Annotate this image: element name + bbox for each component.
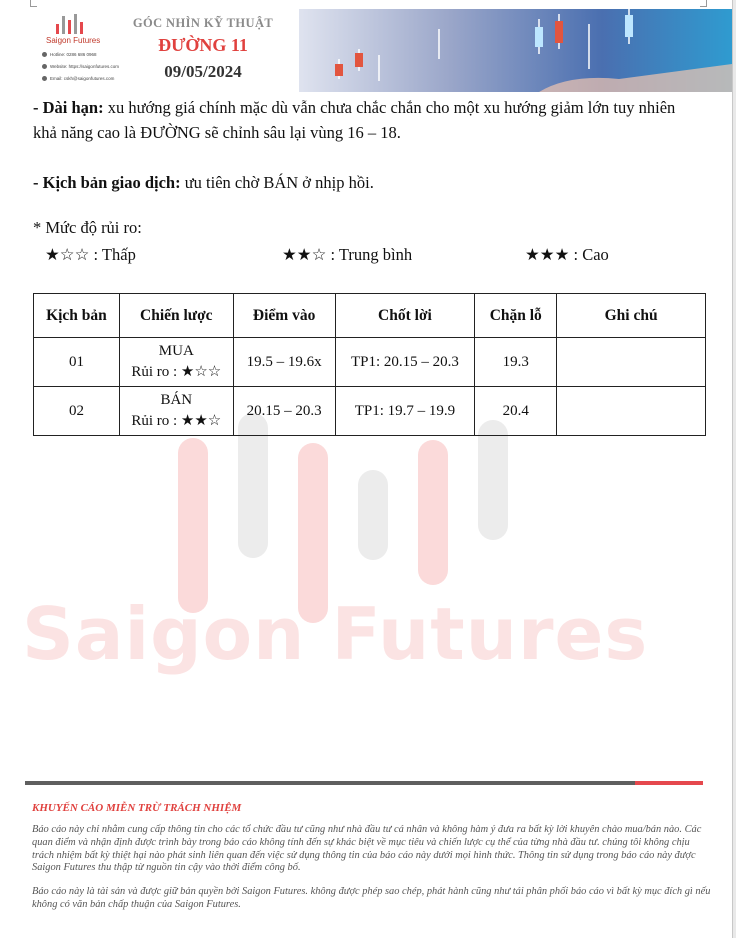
mail-icon bbox=[42, 76, 47, 81]
disclaimer-paragraph: Báo cáo này là tài sản và được giữ bản quyền bởi Saigon Futures. không được phép sao chép, phát hành cũng như tái phân phối báo cáo vì bất kỳ mục đích gì nếu không có văn bản chấp thuận của Saigon Futures. bbox=[32, 886, 711, 910]
strategy-risk: Rủi ro : ★☆☆ bbox=[131, 364, 222, 380]
column-header: Điểm vào bbox=[233, 294, 335, 338]
disclaimer-paragraph: Báo cáo này chỉ nhằm cung cấp thông tin cho các tổ chức đầu tư cũng như nhà đầu tư cá nhân và không hàm ý đưa ra bất kỳ lời khuyên chào mua/bán nào. Các quan điểm và nhận định được trình bày trong báo cáo không tính đến sự khác biệt về mục tiêu và chiến lược cụ thể của từng nhà đầu tư. chúng tôi không chịu trách nhiệm bất kỳ thiệt hại nào phát sinh liên quan đến việc sử dụng thông tin của báo cáo này dưới mọi hình thức. Thông tin sử dụng trong báo cáo này được Saigon Futures thu thập từ nguồn tin cậy vào thời điểm công bố. bbox=[32, 824, 702, 874]
watermark-text: Saigon Futures bbox=[22, 592, 649, 676]
strategy-action: MUA bbox=[158, 343, 194, 359]
scenario-id: 02 bbox=[34, 387, 120, 436]
company-logo-block bbox=[38, 8, 120, 92]
commodity-name: ĐƯỜNG 11 bbox=[158, 35, 248, 55]
strategy-cell bbox=[119, 338, 233, 387]
contact-website: Website: https://saigonfutures.com bbox=[42, 64, 119, 69]
take-profit-cell: TP1: 20.15 – 20.3 bbox=[335, 338, 475, 387]
note-cell bbox=[557, 338, 706, 387]
long-term-paragraph: - Dài hạn: xu hướng giá chính mặc dù vẫn chưa chắc chắn cho một xu hướng giảm lớn tuy nhiên khả năng cao là ĐƯỜNG sẽ chỉnh sâu lại vùng 16 – 18. bbox=[33, 98, 676, 142]
column-header: Ghi chú bbox=[557, 294, 706, 338]
contact-email: Email: cskh@saigonfutures.com bbox=[42, 76, 114, 81]
globe-icon bbox=[42, 64, 47, 69]
contact-hotline: Hotline: 0286 686 0968 bbox=[42, 52, 97, 57]
risk-level-medium: ★★☆ : Trung bình bbox=[282, 245, 413, 264]
trading-scenario-paragraph: - Kịch bản giao dịch: ưu tiên chờ BÁN ở nhịp hồi. bbox=[33, 173, 374, 192]
scenario-id: 01 bbox=[34, 338, 120, 387]
strategy-risk: Rủi ro : ★★☆ bbox=[131, 413, 222, 429]
header-banner-image bbox=[299, 9, 732, 92]
risk-level-low: ★☆☆ : Thấp bbox=[45, 245, 136, 264]
note-cell bbox=[557, 387, 706, 436]
table-row bbox=[34, 387, 706, 436]
column-header: Chốt lời bbox=[335, 294, 475, 338]
risk-level-title: * Mức độ rủi ro: bbox=[33, 218, 142, 237]
report-date: 09/05/2024 bbox=[164, 62, 242, 81]
column-header: Chặn lỗ bbox=[475, 294, 557, 338]
stop-loss-cell: 20.4 bbox=[475, 387, 557, 436]
entry-cell: 20.15 – 20.3 bbox=[233, 387, 335, 436]
brand-name: Saigon Futures bbox=[46, 36, 101, 45]
phone-icon bbox=[42, 52, 47, 57]
report-title-block bbox=[118, 16, 288, 82]
entry-cell: 19.5 – 19.6x bbox=[233, 338, 335, 387]
strategy-cell bbox=[119, 387, 233, 436]
logo-icon bbox=[56, 12, 86, 34]
column-header: Chiến lược bbox=[119, 294, 233, 338]
footer-divider bbox=[25, 781, 703, 785]
disclaimer-title: KHUYẾN CÁO MIỄN TRỪ TRÁCH NHIỆM bbox=[32, 802, 242, 814]
take-profit-cell: TP1: 19.7 – 19.9 bbox=[335, 387, 475, 436]
table-header-row bbox=[34, 294, 706, 338]
table-row bbox=[34, 338, 706, 387]
trade-scenario-table bbox=[33, 293, 706, 436]
column-header: Kịch bản bbox=[34, 294, 120, 338]
stop-loss-cell: 19.3 bbox=[475, 338, 557, 387]
strategy-action: BÁN bbox=[160, 392, 193, 408]
report-type: GÓC NHÌN KỸ THUẬT bbox=[132, 16, 274, 30]
risk-level-high: ★★★ : Cao bbox=[525, 245, 609, 264]
